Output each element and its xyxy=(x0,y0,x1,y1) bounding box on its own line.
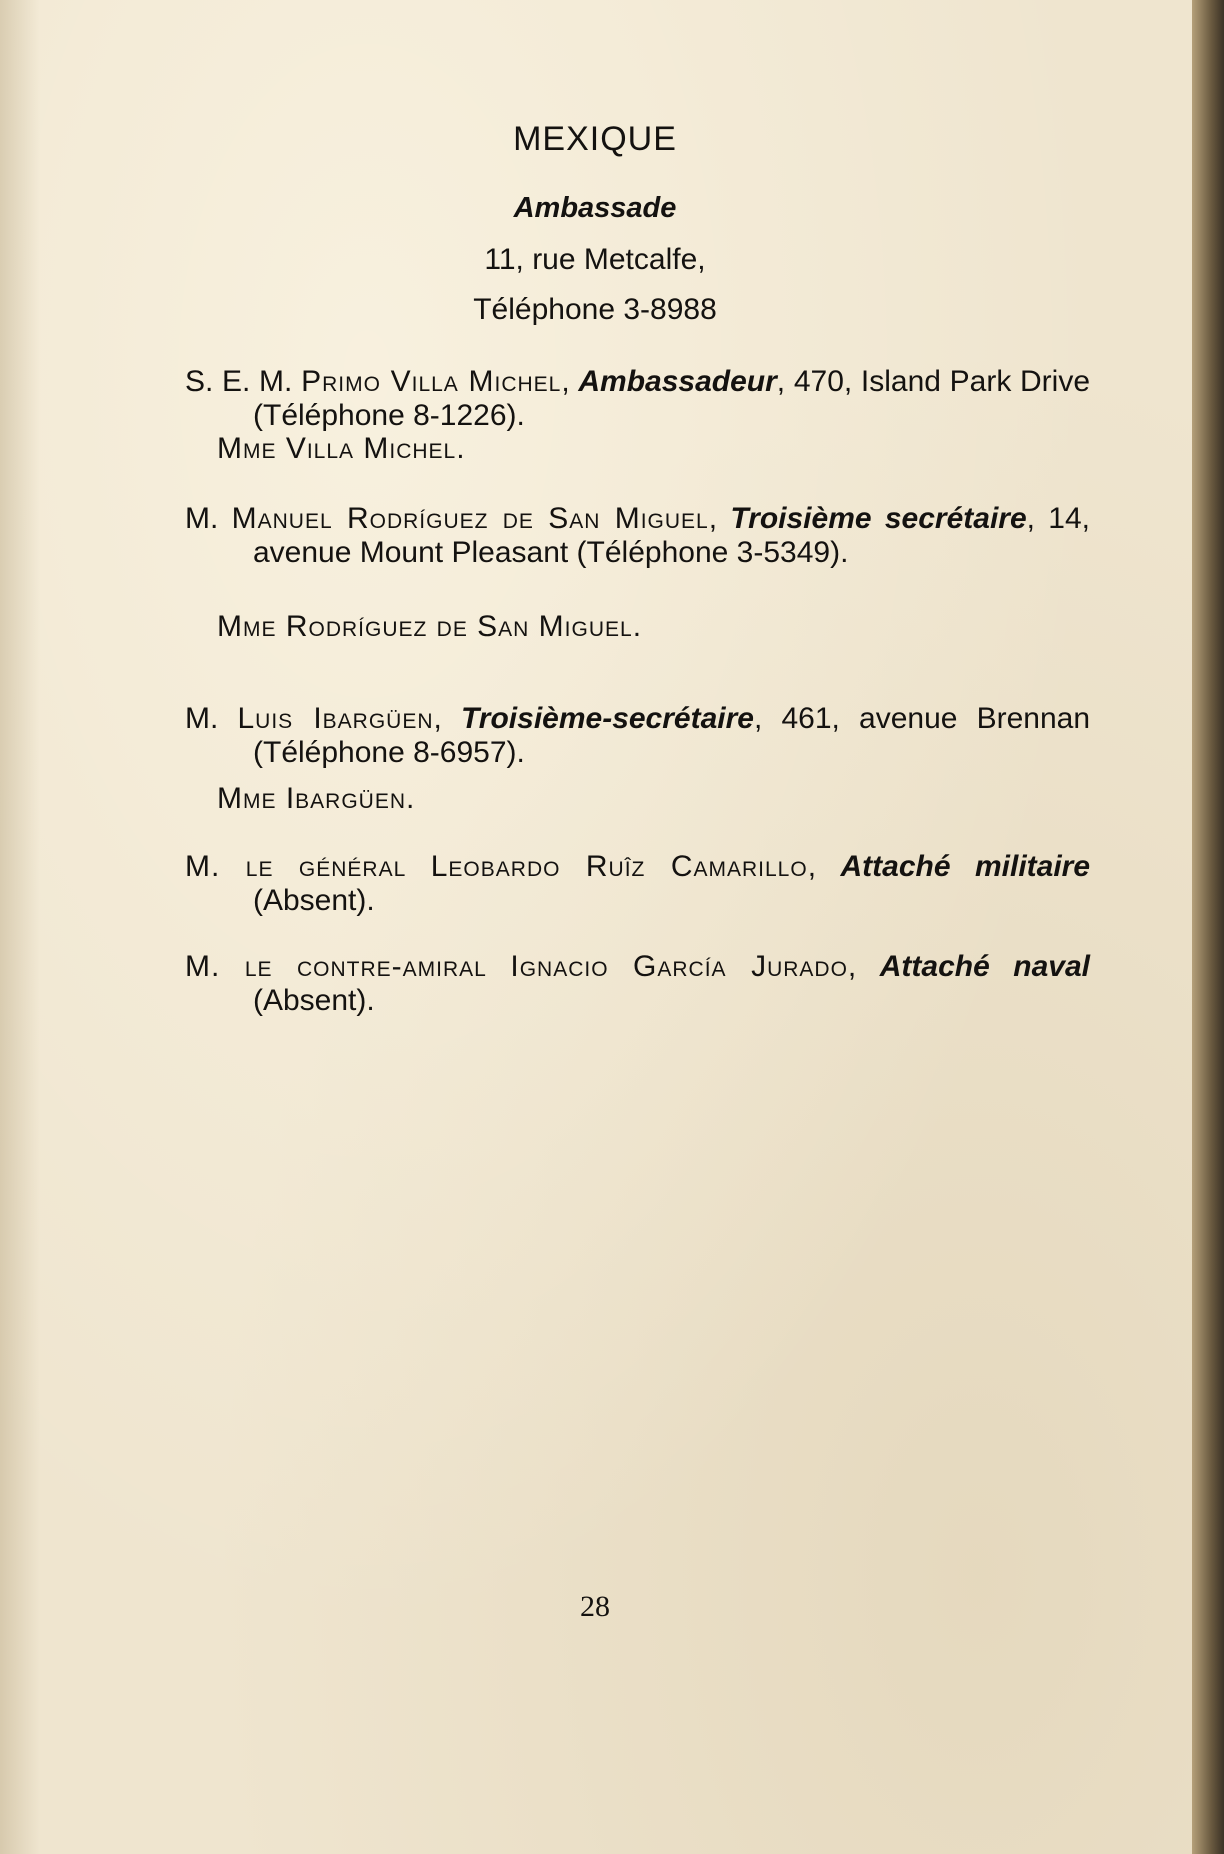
entry-prefix: M. xyxy=(185,502,219,535)
entry-title: Attaché naval xyxy=(879,950,1091,983)
embassy-phone: Téléphone 3-8988 xyxy=(473,293,717,326)
page-gutter-shadow xyxy=(0,0,40,1854)
country-heading: MEXIQUE xyxy=(513,120,677,158)
entry-title: Troisième secrétaire xyxy=(730,502,1027,535)
entry-details: 470, Island Park Drive (Téléphone 8-1226). xyxy=(253,365,1091,432)
spouse-line: Mme Ibargüen. xyxy=(217,782,416,815)
entry-prefix: S. E. M. xyxy=(185,365,293,398)
diplomat-entry: M. le contre-amiral Ignacio García Jurado, Attaché naval (Absent). xyxy=(185,950,1091,1017)
diplomat-entry: S. E. M. Primo Villa Michel, Ambassadeur, 470, Island Park Drive (Téléphone 8-1226). xyxy=(185,365,1091,432)
entry-details: 14, avenue Mount Pleasant (Téléphone 3-5349). xyxy=(253,502,1090,569)
entry-name: Leobardo Ruîz Camarillo xyxy=(430,850,808,883)
entry-title: Attaché militaire xyxy=(840,850,1091,883)
entry-title: Troisième-secrétaire xyxy=(461,702,754,735)
entry-name: Manuel Rodríguez de San Miguel xyxy=(231,502,709,535)
entry-prefix: M. le général xyxy=(185,850,407,883)
entry-name: Luis Ibargüen xyxy=(237,702,434,735)
entry-details: 461, avenue Brennan (Téléphone 8-6957). xyxy=(253,702,1091,769)
entry-name: Ignacio García Jurado xyxy=(510,950,848,983)
spouse-line: Mme Villa Michel. xyxy=(217,432,466,465)
embassy-address: 11, rue Metcalfe, xyxy=(484,243,706,276)
mission-type: Ambassade xyxy=(513,192,677,224)
entry-prefix: M. le contre-amiral xyxy=(185,950,487,983)
spouse-line: Mme Rodríguez de San Miguel. xyxy=(217,610,643,643)
diplomat-entry: M. Luis Ibargüen, Troisième-secrétaire, 461, avenue Brennan (Téléphone 8-6957). xyxy=(185,702,1091,769)
entry-details: (Absent). xyxy=(253,884,375,917)
diplomat-entry: M. le général Leobardo Ruîz Camarillo, Attaché militaire (Absent). xyxy=(185,850,1091,917)
diplomat-entry: M. Manuel Rodríguez de San Miguel, Troisième secrétaire, 14, avenue Mount Pleasant (Téléphone 3-5349). xyxy=(185,502,1090,569)
entry-name: Primo Villa Michel xyxy=(301,365,562,398)
entry-details: (Absent). xyxy=(253,984,375,1017)
entry-title: Ambassadeur xyxy=(578,365,777,398)
page-edge xyxy=(1192,0,1224,1854)
page-number: 28 xyxy=(580,1590,610,1623)
entry-prefix: M. xyxy=(185,702,219,735)
